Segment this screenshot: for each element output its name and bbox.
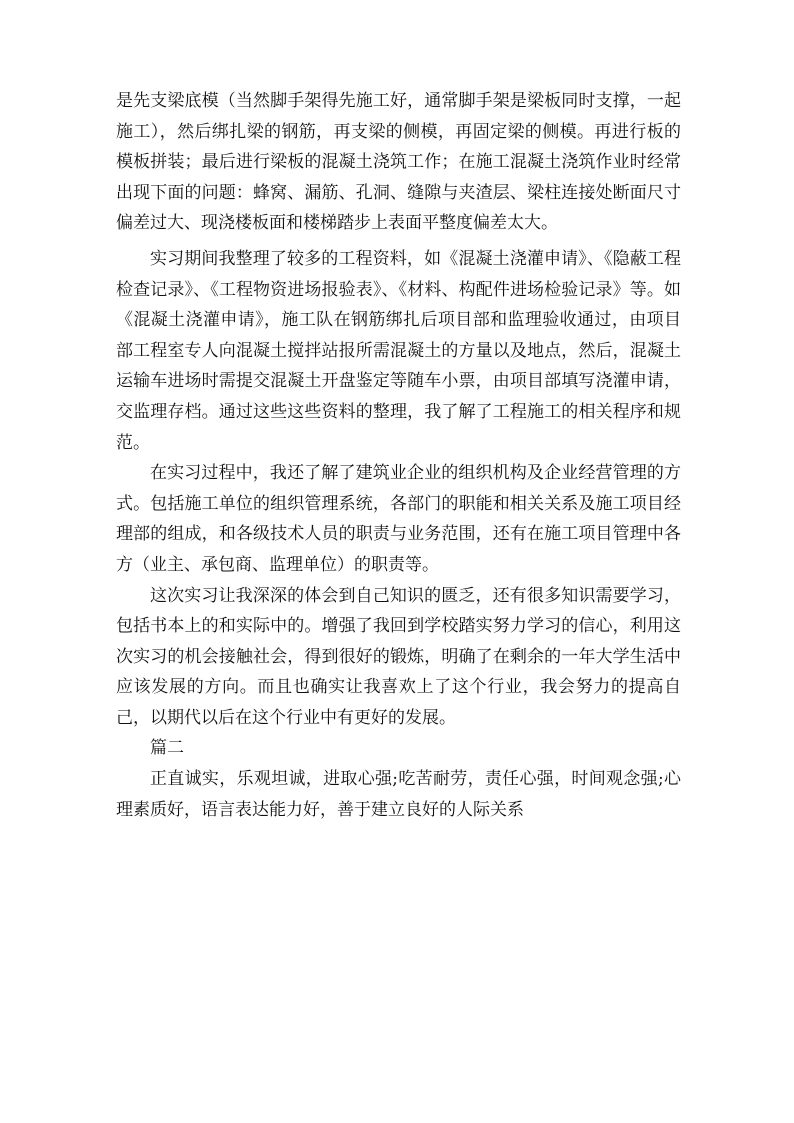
section-heading: 篇二: [150, 738, 184, 759]
paragraph-reflection: 这次实习让我深深的体会到自己知识的匮乏，还有很多知识需要学习，包括书本上的和实际中的。增强了我回到学校踏实努力学习的信心，利用这次实习的机会接触社会，得到很好的锻炼，明确了在剩余的一年大学生活中应该发展的方向。而且也确实让我喜欢上了这个行业，我会努力的提高自己，以期代以后在这个行业中有更好的发展。: [116, 585, 681, 728]
paragraph-continuation: 是先支梁底模（当然脚手架得先施工好，通常脚手架是梁板同时支撑，一起施工），然后绑扎梁的钢筋，再支梁的侧模，再固定梁的侧模。再进行板的模板拼装；最后进行梁板的混凝土浇筑工作；在施工混凝土浇筑作业时经常出现下面的问题：蜂窝、漏筋、孔洞、缝隙与夹渣层、梁柱连接处断面尺寸偏差过大、现浇楼板面和楼梯踏步上表面平整度偏差太大。: [116, 91, 681, 234]
paragraph-engineering-records: 实习期间我整理了较多的工程资料，如《混凝土浇灌申请》、《隐蔽工程检查记录》、《工程物资进场报验表》、《材料、构配件进场检验记录》等。如《混凝土浇灌申请》，施工队在钢筋绑扎后项目部和监理验收通过，由项目部工程室专人向混凝土搅拌站报所需混凝土的方量以及地点，然后，混凝土运输车进场时需提交混凝土开盘鉴定等随车小票，由项目部填写浇灌申请，交监理存档。通过这些这些资料的整理，我了解了工程施工的相关程序和规范。: [116, 248, 681, 453]
document-body: [116, 86, 681, 825]
paragraph-organization: 在实习过程中，我还了解了建筑业企业的组织机构及企业经营管理的方式。包括施工单位的组织管理系统，各部门的职能和相关关系及施工项目经理部的组成，和各级技术人员的职责与业务范围，还有在施工项目管理中各方（业主、承包商、监理单位）的职责等。: [116, 463, 681, 575]
paragraph-self-assessment: 正直诚实，乐观坦诚，进取心强;吃苦耐劳，责任心强，时间观念强;心理素质好，语言表达能力好，善于建立良好的人际关系: [116, 769, 681, 820]
